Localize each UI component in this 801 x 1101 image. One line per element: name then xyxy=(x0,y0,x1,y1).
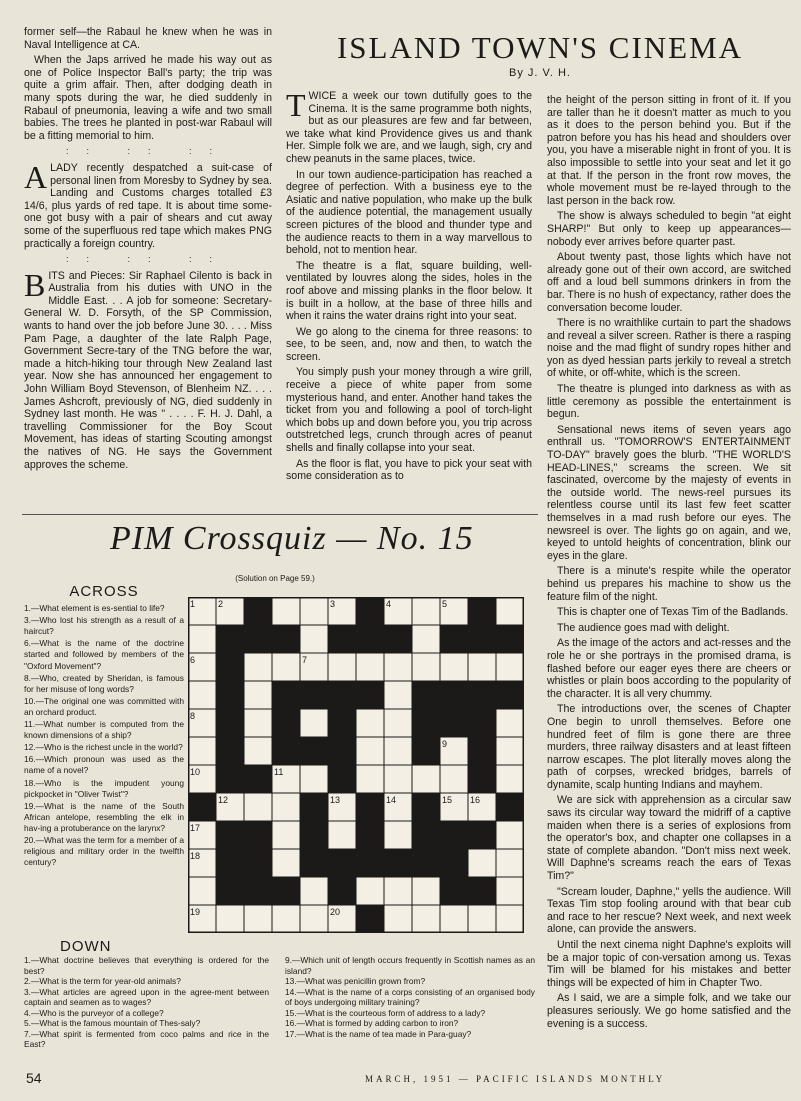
grid-block xyxy=(244,877,272,905)
grid-block xyxy=(216,625,244,653)
grid-block xyxy=(328,737,356,765)
grid-block xyxy=(468,625,496,653)
grid-cell xyxy=(328,821,356,849)
article-column-1 xyxy=(286,87,532,486)
paragraph: When the Japs arrived he made his way out as one of Police Inspector Ball's party; the trip was quite a grim affair. Then, after dodging death in many spots during the war, he died suddenly in Rabaul of pneumonia, leaving a wife and two small babies. The trees he planted in post-war Rabaul will be a fitting memorial to him. xyxy=(24,54,272,142)
paragraph: In our town audience-participation has reached a degree of perfection. With a business eye to the Asiatic and native population, who make up the bulk of the audience potential, the management usually screen pictures of the blood and thunder type and the audience reacts to them in a way marvellous to behold, not to mention hear. xyxy=(286,168,532,257)
paragraph: We are sick with apprehension as a circular saw saws its circular way toward the midriff of a captive maiden when there is a series of explosions from the operator's box, and chapter one collapses in a state of complete abandon. "Don't miss next week. Will Daphne's screams reach the ears of Texas Tim?" xyxy=(547,794,791,883)
grid-cell xyxy=(188,625,216,653)
cell-number: 2 xyxy=(218,599,224,609)
grid-cell xyxy=(356,709,384,737)
grid-block xyxy=(412,709,440,737)
grid-block xyxy=(468,765,496,793)
grid-cell xyxy=(216,905,244,933)
grid-cell xyxy=(496,877,524,905)
grid-block xyxy=(216,709,244,737)
grid-block xyxy=(300,737,328,765)
grid-cell xyxy=(384,653,412,681)
grid-block xyxy=(356,597,384,625)
clue: 5.—What is the famous mountain of Thes-saly? xyxy=(24,1018,201,1028)
grid-block xyxy=(216,765,244,793)
grid-block xyxy=(300,793,328,821)
quiz-solution-note: (Solution on Page 59.) xyxy=(235,574,315,583)
paragraph: About twenty past, those lights which have not already gone out of their own accord, are switched off and a loud bell summons drinkers in from the bar. There is no hush of expectancy, rather does the conversation become louder. xyxy=(547,251,792,314)
paragraph: There is no wraithlike curtain to part the shadows and reveal a silver screen. Rather is there a rasping noise and the mad flight of sundry ropes hither and yon as dyed hessian parts jerkily to reveal a stretch of white, or off-white, which is the screen. xyxy=(547,317,791,380)
grid-block xyxy=(328,709,356,737)
down-clues-right xyxy=(285,955,535,1039)
section-divider xyxy=(22,514,538,515)
grid-cell xyxy=(244,793,272,821)
cell-number: 6 xyxy=(190,655,196,665)
grid-cell xyxy=(496,849,524,877)
grid-block xyxy=(272,625,300,653)
grid-cell xyxy=(300,905,328,933)
separator: :: :: :: xyxy=(65,254,230,265)
paragraph: "Scream louder, Daphne," yells the audience. Will Texas Tim stop fooling around with that bear cub and race to her rescue? Next week, and next week alone, can provide the answers. xyxy=(547,885,791,936)
clue: 17.—What is the name of tea made in Para-guay? xyxy=(285,1028,472,1039)
paragraph: The theatre is plunged into darkness as with as little ceremony as possible the entertainment is begun. xyxy=(547,383,791,421)
grid-cell xyxy=(356,877,384,905)
paragraph xyxy=(286,87,532,166)
grid-cell xyxy=(272,793,300,821)
grid-block xyxy=(468,681,496,709)
cell-number: 18 xyxy=(190,851,201,861)
quiz-title: PIM Crossquiz — No. 15 xyxy=(110,520,474,557)
paragraph: the height of the person sitting in front of it. If you are taller than he it doesn't matter as much to you as it does to the person behind you. But if the patron before you has his head and shoulders over you, you have a miserable night in front of you. It is also impossible to settle into your seat and let it go at that. If the person in the front row moves, the whole movement must be re-layed through to the last person in the back row. xyxy=(547,94,791,207)
cell-number: 9 xyxy=(442,739,448,749)
grid-block xyxy=(328,765,356,793)
clue: 4.—Who is the purveyor of a college? xyxy=(24,1007,164,1018)
grid-cell xyxy=(328,653,356,681)
paragraph-text: LADY recently despatched a suit-case of personal linen from Moresby to Sydney by sea. Landing and Customs charges totalled £3 14/6, plus yards of red tape. It is about time some-one got busy with a pair of shears and cut away some of the superfluous red tape which makes PNG practically a foreign country. xyxy=(24,161,272,250)
grid-cell xyxy=(188,877,216,905)
grid-cell xyxy=(468,653,496,681)
cell-number: 5 xyxy=(442,599,448,609)
grid-cell xyxy=(244,681,272,709)
grid-block xyxy=(216,877,244,905)
grid-cell xyxy=(356,737,384,765)
grid-cell xyxy=(300,625,328,653)
grid-block xyxy=(244,765,272,793)
cell-number: 8 xyxy=(190,711,196,721)
drop-cap: T xyxy=(286,87,306,123)
grid-block xyxy=(440,877,468,905)
paragraph: The theatre is a flat, square building, well-ventilated by louvres along the sides, holes in the roof above and missing planks in the floor below. It is built in a hollow, at the base of three hills and when it rains the water drains right into your seat. xyxy=(286,259,532,323)
paragraph: As I said, we are a simple folk, and we take our pleasures seriously. We go home satisfied and the evening is a success. xyxy=(547,992,791,1030)
paragraph: There is a minute's respite while the operator behind us prepares his machine to show us the feature film of the night. xyxy=(547,565,791,603)
grid-cell xyxy=(496,821,524,849)
grid-cell xyxy=(440,765,468,793)
grid-cell xyxy=(412,653,440,681)
paragraph: This is chapter one of Texas Tim of the Badlands. xyxy=(557,606,789,619)
grid-cell xyxy=(412,877,440,905)
crossword-grid xyxy=(188,597,524,933)
grid-block xyxy=(244,625,272,653)
grid-cell xyxy=(188,737,216,765)
clue: 16.—What is formed by adding carbon to iron? xyxy=(285,1018,459,1028)
across-heading: ACROSS xyxy=(69,583,139,600)
grid-cell xyxy=(272,905,300,933)
grid-cell xyxy=(384,765,412,793)
clue: 16.—Which pronoun was used as the name of a novel? xyxy=(24,754,184,776)
paragraph: As the floor is flat, you have to pick your seat with some consideration as to xyxy=(286,457,532,483)
grid-cell xyxy=(412,625,440,653)
grid-cell xyxy=(496,597,524,625)
grid-cell xyxy=(272,597,300,625)
grid-cell xyxy=(412,597,440,625)
grid-cell xyxy=(440,653,468,681)
grid-block xyxy=(412,737,440,765)
grid-block xyxy=(496,793,524,821)
grid-cell xyxy=(244,653,272,681)
across-clues xyxy=(24,583,184,869)
grid-block xyxy=(216,681,244,709)
grid-block xyxy=(412,793,440,821)
grid-block xyxy=(356,625,384,653)
grid-cell xyxy=(440,905,468,933)
grid-cell xyxy=(384,681,412,709)
clue: 13.—What was penicillin grown from? xyxy=(285,976,426,986)
paragraph: former self—the Rabaul he knew when he was in Naval Intelligence at CA. xyxy=(24,26,272,51)
grid-block xyxy=(272,709,300,737)
grid-block xyxy=(272,681,300,709)
cell-number: 13 xyxy=(330,795,341,805)
clue: 9.—Which unit of length occurs frequently in Scottish names as an island? xyxy=(285,955,535,976)
clue: 18.—Who is the impudent young pickpocket in "Oliver Twist"? xyxy=(24,777,184,799)
clue: 3.—What articles are agreed upon in the agree-ment between captain and seamen as to wages? xyxy=(24,986,269,1007)
paragraph: The audience goes mad with delight. xyxy=(557,621,730,634)
page-number: 54 xyxy=(26,1070,42,1086)
grid-block xyxy=(468,709,496,737)
grid-block xyxy=(468,821,496,849)
down-clues-left xyxy=(24,955,269,1050)
grid-cell xyxy=(300,709,328,737)
clue: 14.—What is the name of a corps consisting of an organised body of boys undergoing military training? xyxy=(285,986,535,1007)
grid-block xyxy=(440,681,468,709)
grid-block xyxy=(440,709,468,737)
cell-number: 17 xyxy=(190,823,201,833)
grid-block xyxy=(384,625,412,653)
magazine-footer: MARCH, 1951 — PACIFIC ISLANDS MONTHLY xyxy=(365,1074,666,1084)
cell-number: 15 xyxy=(442,795,453,805)
grid-block xyxy=(468,877,496,905)
grid-cell xyxy=(272,821,300,849)
cell-number: 12 xyxy=(218,795,229,805)
cell-number: 20 xyxy=(330,907,341,917)
paragraph: Until the next cinema night Daphne's exploits will be a major topic of con-versation among us. Texas Tim will be blamed for his mistakes and better things will be expected of him in Chapter Two. xyxy=(547,939,791,989)
down-heading: DOWN xyxy=(60,938,112,955)
grid-cell xyxy=(384,737,412,765)
grid-block xyxy=(328,625,356,653)
grid-block xyxy=(188,793,216,821)
grid-block xyxy=(496,625,524,653)
paragraph: The show is always scheduled to begin "at eight SHARP!" But only to keep up appearances—nobody ever arrives before quarter past. xyxy=(547,210,791,248)
clue: 20.—What was the term for a member of a religious and military order in the twelfth century? xyxy=(24,834,184,868)
grid-cell xyxy=(272,653,300,681)
grid-block xyxy=(244,849,272,877)
article-title: ISLAND TOWN'S CINEMA xyxy=(336,30,744,65)
grid-block xyxy=(356,681,384,709)
clue: 7.—What spirit is fermented from coco palms and rice in the East? xyxy=(24,1028,269,1049)
paragraph: As the image of the actors and act-resses and the role he or she portrays in the promised drama, is flashed before our eager eyes there are cheers or whistles or plain boos according to the popularity of the character. It is all very chummy. xyxy=(547,637,791,700)
grid-cell xyxy=(384,877,412,905)
grid-block xyxy=(300,821,328,849)
cell-number: 10 xyxy=(190,767,201,777)
grid-cell xyxy=(496,905,524,933)
grid-block xyxy=(356,821,384,849)
article-byline: By J. V. H. xyxy=(509,67,571,79)
grid-cell xyxy=(468,849,496,877)
grid-block xyxy=(300,681,328,709)
clue: 2.—What is the term for year-old animals? xyxy=(24,976,181,986)
grid-block xyxy=(328,877,356,905)
grid-block xyxy=(468,737,496,765)
clue: 12.—Who is the richest uncle in the world? xyxy=(24,742,183,753)
grid-cell xyxy=(412,905,440,933)
grid-cell xyxy=(244,905,272,933)
grid-cell xyxy=(496,737,524,765)
paragraph: You simply push your money through a wire grill, receive a piece of white paper from some mysterious hand, and enter. Another hand takes the ticket from you and following a pool of torch-light which bobs up and down before you, you trip across outstretched legs, crunch through acres of peanut shells and finally collapse into your seat. xyxy=(286,366,532,455)
grid-block xyxy=(356,849,384,877)
clue: 11.—What number is computed from the known dimensions of a ship? xyxy=(24,719,184,741)
grid-block xyxy=(272,737,300,765)
grid-block xyxy=(440,821,468,849)
cell-number: 11 xyxy=(274,767,284,777)
grid-cell xyxy=(300,877,328,905)
grid-block xyxy=(244,597,272,625)
cell-number: 4 xyxy=(386,599,392,609)
grid-block xyxy=(496,681,524,709)
grid-block xyxy=(412,849,440,877)
left-column xyxy=(24,26,272,474)
grid-cell xyxy=(496,709,524,737)
grid-block xyxy=(216,821,244,849)
grid-block xyxy=(244,821,272,849)
cell-number: 1 xyxy=(190,599,196,609)
paragraph xyxy=(24,158,272,250)
clue: 6.—What is the name of the doctrine started and followed by members of the "Oxford Movement"? xyxy=(24,638,184,671)
grid-block xyxy=(440,849,468,877)
cell-number: 19 xyxy=(190,907,201,917)
drop-cap: A xyxy=(24,158,48,195)
grid-cell xyxy=(244,709,272,737)
grid-block xyxy=(356,793,384,821)
grid-cell xyxy=(412,765,440,793)
grid-block xyxy=(300,849,328,877)
grid-cell xyxy=(188,681,216,709)
grid-cell xyxy=(300,765,328,793)
clue: 1.—What element is es-sential to life? xyxy=(24,603,165,614)
grid-cell xyxy=(384,905,412,933)
drop-cap: B xyxy=(24,266,46,303)
cell-number: 14 xyxy=(386,795,397,805)
clue: 19.—What is the name of the South African antelope, resembling the elk in hav-ing a protuberance on the larynx? xyxy=(24,800,184,833)
cell-number: 7 xyxy=(302,655,308,665)
clue: 3.—Who lost his strength as a result of a haircut? xyxy=(24,615,184,637)
grid-block xyxy=(384,849,412,877)
grid-block xyxy=(412,681,440,709)
clue: 1.—What doctrine believes that everything is ordered for the best? xyxy=(24,955,269,976)
clue: 10.—The original one was committed with an orchard product. xyxy=(24,695,184,717)
grid-cell xyxy=(468,905,496,933)
paragraph-text: WICE a week our town dutifully goes to the Cinema. It is the same programme both nights, but as our pleasures are few and far between, we take what kind Providence gives us and thank Her. Simple folk we are, and we laugh, sigh, cry and chew peanuts in the same places, twice. xyxy=(286,90,532,165)
separator: :: :: :: xyxy=(65,146,230,157)
grid-block xyxy=(440,625,468,653)
clue: 15.—What is the courteous form of address to a lady? xyxy=(285,1007,486,1018)
article-column-2 xyxy=(547,94,791,1033)
grid-cell xyxy=(272,849,300,877)
clue: 8.—Who, created by Sheridan, is famous for her misuse of long words? xyxy=(24,672,184,694)
grid-block xyxy=(356,905,384,933)
grid-block xyxy=(216,849,244,877)
grid-block xyxy=(412,821,440,849)
grid-cell xyxy=(496,765,524,793)
paragraph: Sensational news items of seven years ago enthrall us. "TOMORROW'S ENTERTAINMENT TO-DAY" bravely goes the blurb. "THE WORLD'S HEAD-LINES," screams the screen. We sit fascinated, overcome by the majesty of events in the outside world. The news-reel pursues its relentless course until its last few feet scatter themselves in a mad rush before our eyes. The newsreel is over. The lights go on again, and we, keyed to untold heights of concentration, blink our eyes in the glare. xyxy=(547,423,791,562)
grid-block xyxy=(328,681,356,709)
grid-cell xyxy=(356,765,384,793)
grid-block xyxy=(328,849,356,877)
paragraph-text: ITS and Pieces: Sir Raphael Cilento is back in Australia from his duties with UNO in the Middle East. . . A job for someone: Secretary-General W. D. Forsyth, of the SP Commission, wants to hand over the job before June 30. . . . Miss Pam Page, a daughter of the late Ralph Page, Government Secre-tary of the TNG before the war, made a hitch-hiking tour through New Zealand last year. Now she has announced her engagement to John William Boyd Stevenson, of Blenheim NZ. . . . James Ashcroft, previously of NG, died suddenly in Sydney last month. He was " . . . . F. H. J. Dahl, a travelling Commissioner for the Boy Scout Movement, has ideas of starting Scouting amongst the natives of NG. He says the Government approves the scheme. xyxy=(24,269,272,471)
grid-cell xyxy=(384,709,412,737)
grid-cell xyxy=(496,653,524,681)
paragraph: The introductions over, the scenes of Chapter One begin to unroll themselves. Before one hundred feet of film is gone there are three murders, three railway disasters and at least fifteen narrow escapes. The plot literally moves along the path of corpses, wrecked bridges, barrels of dynamite, scalp hunting Indians and mayhem. xyxy=(547,703,791,791)
grid-block xyxy=(468,597,496,625)
cell-number: 3 xyxy=(330,599,336,609)
grid-cell xyxy=(384,821,412,849)
grid-cell xyxy=(356,653,384,681)
grid-block xyxy=(216,653,244,681)
grid-cell xyxy=(300,597,328,625)
grid-block xyxy=(216,737,244,765)
grid-block xyxy=(272,877,300,905)
paragraph: We go along to the cinema for three reasons: to see, to be seen, and, now and then, to watch the screen. xyxy=(286,325,532,363)
cell-number: 16 xyxy=(470,795,481,805)
grid-cell xyxy=(244,737,272,765)
paragraph xyxy=(24,266,272,472)
